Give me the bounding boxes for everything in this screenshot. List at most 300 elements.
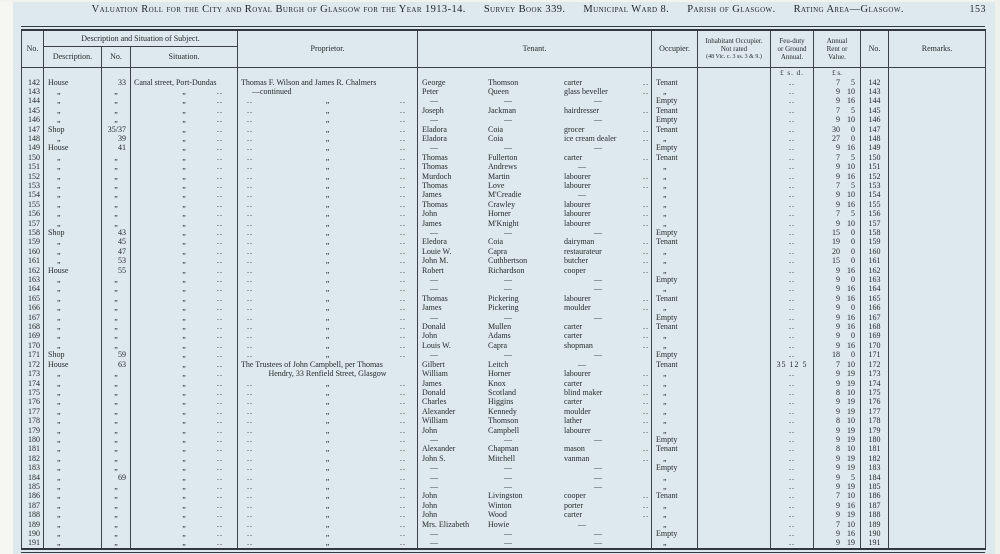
leader-dots: .. bbox=[400, 510, 406, 520]
cell-remarks bbox=[889, 331, 986, 340]
cell-occupier: „ bbox=[652, 247, 698, 256]
cell-street-number: „ bbox=[102, 491, 131, 500]
tenant-forename: Gilbert bbox=[422, 359, 445, 369]
leader-dots: .. bbox=[247, 416, 253, 426]
cell-proprietor bbox=[238, 153, 418, 162]
tenant-line bbox=[422, 444, 651, 453]
cell-rent bbox=[814, 228, 861, 237]
leader-dots: .. bbox=[400, 491, 406, 501]
ditto-mark: „ bbox=[325, 481, 330, 491]
col-header-annual-rent: Annual Rent or Value. bbox=[814, 30, 861, 67]
cell-remarks bbox=[889, 143, 986, 152]
leader-dots: .. bbox=[247, 265, 253, 275]
ditto-mark: „ bbox=[325, 209, 330, 219]
leader-dots: .. bbox=[400, 256, 406, 266]
tenant-surname: Coia bbox=[488, 237, 504, 247]
leader-dots: .. bbox=[643, 209, 649, 219]
cell-row-number-right: 177 bbox=[861, 407, 889, 416]
cell-occupier: Empty bbox=[652, 435, 698, 444]
cell-rent bbox=[814, 360, 861, 369]
leader-dots: .. bbox=[400, 425, 406, 435]
table-row bbox=[22, 397, 986, 406]
leader-dots: .. bbox=[247, 180, 253, 190]
tenant-line bbox=[422, 78, 651, 87]
cell-row-number: 169 bbox=[22, 331, 44, 340]
tenant-line bbox=[422, 350, 651, 359]
cell-street-number: „ bbox=[102, 501, 131, 510]
cell-tenant bbox=[418, 256, 652, 265]
cell-street-number: „ bbox=[102, 444, 131, 453]
leader-dots: .. bbox=[400, 397, 406, 407]
cell-rent bbox=[814, 294, 861, 303]
tenant-line bbox=[422, 125, 651, 134]
cell-inhabitant-occupier bbox=[698, 529, 771, 538]
rent-shillings: 19 bbox=[847, 538, 855, 548]
cell-rent bbox=[814, 463, 861, 472]
rent-shillings: 19 bbox=[847, 378, 855, 388]
cell-street-number: „ bbox=[102, 313, 131, 322]
cell-feu-duty: .. bbox=[771, 538, 814, 548]
cell-tenant bbox=[418, 162, 652, 171]
ditto-mark: „ bbox=[325, 312, 330, 322]
cell-street-number: „ bbox=[102, 510, 131, 519]
rent-value bbox=[814, 247, 860, 256]
cell-street-number: „ bbox=[102, 219, 131, 228]
leader-dots: .. bbox=[217, 275, 223, 285]
rent-value bbox=[814, 313, 860, 322]
cell-description: „ bbox=[44, 181, 102, 190]
cell-rent bbox=[814, 510, 861, 519]
cell-rent bbox=[814, 322, 861, 331]
cell-rent bbox=[814, 303, 861, 312]
valuation-table bbox=[21, 29, 986, 550]
tenant-surname: Fullerton bbox=[488, 152, 518, 162]
leader-dots: .. bbox=[400, 463, 406, 473]
leader-dots: .. bbox=[217, 209, 223, 219]
table-row bbox=[22, 303, 986, 312]
cell-description: House bbox=[44, 266, 102, 275]
cell-situation bbox=[131, 162, 238, 171]
cell-row-number-right: 167 bbox=[861, 313, 889, 322]
ditto-mark: „ bbox=[182, 387, 186, 397]
cell-inhabitant-occupier bbox=[698, 520, 771, 529]
cell-tenant bbox=[418, 181, 652, 190]
ditto-mark: „ bbox=[325, 303, 330, 313]
cell-occupier: „ bbox=[652, 379, 698, 388]
cell-feu-duty: .. bbox=[771, 134, 814, 143]
table-row bbox=[22, 388, 986, 397]
cell-inhabitant-occupier bbox=[698, 190, 771, 199]
cell-inhabitant-occupier bbox=[698, 294, 771, 303]
cell-description: „ bbox=[44, 416, 102, 425]
cell-row-number-right: 148 bbox=[861, 134, 889, 143]
tenant-occupation: — bbox=[594, 434, 602, 444]
tenant-forename: — bbox=[430, 143, 438, 153]
tenant-occupation: labourer bbox=[564, 425, 591, 435]
tenant-forename: — bbox=[430, 538, 438, 548]
ditto-mark: „ bbox=[325, 162, 330, 172]
cell-proprietor bbox=[238, 115, 418, 124]
ditto-mark: „ bbox=[182, 237, 186, 247]
tenant-line bbox=[422, 322, 651, 331]
tenant-surname: Mullen bbox=[488, 322, 512, 332]
cell-occupier: „ bbox=[652, 172, 698, 181]
leader-dots: .. bbox=[400, 293, 406, 303]
cell-street-number: „ bbox=[102, 482, 131, 491]
cell-situation bbox=[131, 501, 238, 510]
rent-shillings: 16 bbox=[847, 171, 855, 181]
cell-street-number: „ bbox=[102, 426, 131, 435]
cell-remarks bbox=[889, 407, 986, 416]
leader-dots: .. bbox=[400, 387, 406, 397]
cell-tenant bbox=[418, 237, 652, 246]
leader-dots: .. bbox=[643, 265, 649, 275]
tenant-occupation: porter bbox=[564, 500, 584, 510]
cell-remarks bbox=[889, 106, 986, 115]
rent-pounds: 8 bbox=[836, 416, 840, 426]
rent-shillings: 0 bbox=[851, 256, 855, 266]
table-row bbox=[22, 360, 986, 369]
cell-description: „ bbox=[44, 444, 102, 453]
tenant-surname: — bbox=[504, 434, 512, 444]
tenant-occupation: carter bbox=[564, 322, 583, 332]
leader-dots: .. bbox=[217, 190, 223, 200]
col-header-remarks: Remarks. bbox=[889, 30, 986, 67]
tenant-forename: Thomas bbox=[422, 162, 448, 172]
cell-situation bbox=[131, 266, 238, 275]
rent-value bbox=[814, 473, 860, 482]
cell-proprietor bbox=[238, 256, 418, 265]
rent-shillings: 16 bbox=[847, 322, 855, 332]
cell-row-number-right: 188 bbox=[861, 510, 889, 519]
cell-street-number: „ bbox=[102, 200, 131, 209]
cell-inhabitant-occupier bbox=[698, 435, 771, 444]
cell-situation bbox=[131, 284, 238, 293]
cell-row-number: 187 bbox=[22, 501, 44, 510]
cell-rent bbox=[814, 190, 861, 199]
cell-rent bbox=[814, 172, 861, 181]
tenant-line bbox=[422, 284, 651, 293]
rent-pounds: 8 bbox=[836, 387, 840, 397]
cell-row-number-right: 186 bbox=[861, 491, 889, 500]
rent-shillings: 19 bbox=[847, 463, 855, 473]
cell-situation bbox=[131, 454, 238, 463]
cell-situation bbox=[131, 181, 238, 190]
leader-dots: .. bbox=[643, 237, 649, 247]
rent-shillings: 19 bbox=[847, 397, 855, 407]
leader-dots: .. bbox=[217, 529, 223, 538]
rent-value bbox=[814, 106, 860, 115]
rent-pounds: 9 bbox=[836, 434, 840, 444]
cell-inhabitant-occupier bbox=[698, 106, 771, 115]
cell-row-number: 151 bbox=[22, 162, 44, 171]
cell-tenant bbox=[418, 200, 652, 209]
cell-occupier: Empty bbox=[652, 143, 698, 152]
cell-street-number: „ bbox=[102, 520, 131, 529]
cell-description: „ bbox=[44, 426, 102, 435]
cell-situation bbox=[131, 313, 238, 322]
cell-tenant bbox=[418, 153, 652, 162]
cell-row-number: 159 bbox=[22, 237, 44, 246]
cell-inhabitant-occupier bbox=[698, 67, 771, 78]
cell-inhabitant-occupier bbox=[698, 125, 771, 134]
leader-dots: .. bbox=[643, 180, 649, 190]
cell-rent bbox=[814, 153, 861, 162]
cell-description: „ bbox=[44, 219, 102, 228]
tenant-line bbox=[422, 134, 651, 143]
rent-pounds: 9 bbox=[836, 472, 840, 482]
cell-situation bbox=[131, 482, 238, 491]
cell-tenant bbox=[418, 520, 652, 529]
cell-street-number: 33 bbox=[102, 78, 131, 87]
cell-remarks bbox=[889, 388, 986, 397]
cell-row-number: 188 bbox=[22, 510, 44, 519]
cell-inhabitant-occupier bbox=[698, 501, 771, 510]
leader-dots bbox=[637, 115, 651, 124]
leader-dots: .. bbox=[247, 322, 253, 332]
rent-pounds: 7 bbox=[836, 152, 840, 162]
valuation-rows bbox=[22, 67, 986, 549]
leader-dots: .. bbox=[400, 199, 406, 209]
cell-description: „ bbox=[44, 275, 102, 284]
cell-tenant bbox=[418, 322, 652, 331]
cell-proprietor bbox=[238, 313, 418, 322]
cell-proprietor bbox=[238, 435, 418, 444]
cell-street-number: „ bbox=[102, 435, 131, 444]
tenant-line bbox=[422, 266, 651, 275]
cell-proprietor bbox=[238, 501, 418, 510]
leader-dots: .. bbox=[247, 331, 253, 341]
leader-dots: .. bbox=[400, 275, 406, 285]
cell-feu-duty: .. bbox=[771, 275, 814, 284]
leader-dots: .. bbox=[217, 434, 223, 444]
ditto-mark: „ bbox=[325, 180, 330, 190]
cell-tenant bbox=[418, 510, 652, 519]
ditto-mark: „ bbox=[182, 519, 186, 529]
table-row bbox=[22, 435, 986, 444]
cell-proprietor: Thomas F. Wilson and James R. Chalmers bbox=[238, 78, 418, 87]
ditto-mark: „ bbox=[182, 491, 186, 501]
leader-dots: .. bbox=[247, 519, 253, 529]
cell-rent bbox=[814, 78, 861, 87]
cell-description: „ bbox=[44, 322, 102, 331]
cell-remarks bbox=[889, 454, 986, 463]
cell-rent bbox=[814, 454, 861, 463]
rent-value bbox=[814, 256, 860, 265]
tenant-surname: Pickering bbox=[488, 293, 519, 303]
leader-dots bbox=[637, 473, 651, 482]
cell-proprietor: The Trustees of John Campbell, per Thomas bbox=[238, 360, 418, 369]
cell-description: „ bbox=[44, 454, 102, 463]
rent-value bbox=[814, 491, 860, 500]
cell-proprietor bbox=[238, 266, 418, 275]
cell-tenant bbox=[418, 407, 652, 416]
leader-dots: .. bbox=[643, 171, 649, 181]
table-row bbox=[22, 416, 986, 425]
ditto-mark: „ bbox=[182, 152, 186, 162]
cell-occupier: „ bbox=[652, 134, 698, 143]
tenant-forename: Thomas bbox=[422, 152, 448, 162]
tenant-forename: Robert bbox=[422, 265, 444, 275]
cell-feu-duty: .. bbox=[771, 331, 814, 340]
tenant-line bbox=[422, 463, 651, 472]
rent-value bbox=[814, 407, 860, 416]
cell-remarks bbox=[889, 322, 986, 331]
cell-row-number-right: 189 bbox=[861, 520, 889, 529]
leader-dots: .. bbox=[247, 293, 253, 303]
cell-remarks bbox=[889, 341, 986, 350]
leader-dots: .. bbox=[247, 425, 253, 435]
cell-street-number: „ bbox=[102, 303, 131, 312]
cell-tenant bbox=[418, 294, 652, 303]
tenant-surname: — bbox=[504, 538, 512, 548]
cell-occupier: Empty bbox=[652, 115, 698, 124]
rent-pounds: 9 bbox=[836, 340, 840, 350]
ditto-mark: „ bbox=[325, 96, 330, 106]
cell-feu-duty: .. bbox=[771, 106, 814, 115]
cell-row-number: 183 bbox=[22, 463, 44, 472]
tenant-line bbox=[422, 360, 651, 369]
cell-description: „ bbox=[44, 284, 102, 293]
ditto-mark: „ bbox=[182, 350, 186, 360]
cell-row-number: 184 bbox=[22, 473, 44, 482]
tenant-occupation: carter bbox=[564, 77, 583, 87]
ditto-mark: „ bbox=[325, 199, 330, 209]
cell-remarks bbox=[889, 426, 986, 435]
cell-feu-duty: .. bbox=[771, 228, 814, 237]
cell-remarks bbox=[889, 538, 986, 548]
cell-rent bbox=[814, 379, 861, 388]
cell-proprietor bbox=[238, 67, 418, 78]
rent-pounds: 9 bbox=[836, 538, 840, 548]
leader-dots: .. bbox=[217, 256, 223, 266]
leader-dots: .. bbox=[247, 340, 253, 350]
cell-situation bbox=[131, 143, 238, 152]
cell-inhabitant-occupier bbox=[698, 388, 771, 397]
cell-remarks bbox=[889, 275, 986, 284]
ditto-mark: „ bbox=[325, 237, 330, 247]
cell-inhabitant-occupier bbox=[698, 143, 771, 152]
tenant-line bbox=[422, 190, 651, 199]
cell-feu-duty: .. bbox=[771, 426, 814, 435]
cell-row-number: 173 bbox=[22, 369, 44, 378]
cell-description: „ bbox=[44, 106, 102, 115]
leader-dots: .. bbox=[217, 265, 223, 275]
cell-row-number-right: 173 bbox=[861, 369, 889, 378]
tenant-surname: — bbox=[504, 284, 512, 294]
cell-row-number-right: 158 bbox=[861, 228, 889, 237]
cell-feu-duty: .. bbox=[771, 256, 814, 265]
cell-situation bbox=[131, 209, 238, 218]
cell-row-number-right: 146 bbox=[861, 115, 889, 124]
leader-dots: .. bbox=[247, 133, 253, 143]
tenant-line bbox=[422, 87, 651, 96]
cell-occupier: „ bbox=[652, 510, 698, 519]
leader-dots: .. bbox=[643, 510, 649, 520]
table-row bbox=[22, 379, 986, 388]
leader-dots: .. bbox=[400, 105, 406, 115]
cell-row-number: 168 bbox=[22, 322, 44, 331]
table-row bbox=[22, 444, 986, 453]
tenant-forename: — bbox=[430, 529, 438, 538]
rent-value bbox=[814, 444, 860, 453]
col-header-no-left: No. bbox=[22, 30, 44, 67]
cell-row-number-right: 175 bbox=[861, 388, 889, 397]
cell-situation bbox=[131, 153, 238, 162]
cell-remarks bbox=[889, 491, 986, 500]
ditto-mark: „ bbox=[325, 463, 330, 473]
rent-shillings: 19 bbox=[847, 510, 855, 520]
leader-dots: .. bbox=[400, 124, 406, 134]
leader-dots: .. bbox=[643, 378, 649, 388]
table-row bbox=[22, 162, 986, 171]
tenant-line bbox=[422, 416, 651, 425]
tenant-forename: Donald bbox=[422, 322, 446, 332]
tenant-forename: John bbox=[422, 491, 438, 501]
tenant-surname: Campbell bbox=[488, 425, 520, 435]
cell-street-number: 41 bbox=[102, 143, 131, 152]
cell-tenant bbox=[418, 247, 652, 256]
rent-pounds: 9 bbox=[836, 481, 840, 491]
cell-inhabitant-occupier bbox=[698, 115, 771, 124]
tenant-occupation: — bbox=[594, 472, 602, 482]
cell-feu-duty: .. bbox=[771, 388, 814, 397]
cell-row-number-right: 157 bbox=[861, 219, 889, 228]
leader-dots: .. bbox=[217, 199, 223, 209]
cell-inhabitant-occupier bbox=[698, 172, 771, 181]
ditto-mark: „ bbox=[182, 444, 186, 454]
leader-dots: .. bbox=[400, 481, 406, 491]
cell-description bbox=[44, 67, 102, 78]
cell-rent bbox=[814, 331, 861, 340]
leader-dots: .. bbox=[217, 133, 223, 143]
tenant-forename: — bbox=[430, 350, 438, 360]
cell-proprietor bbox=[238, 247, 418, 256]
cell-tenant bbox=[418, 482, 652, 491]
cell-description: House bbox=[44, 360, 102, 369]
cell-feu-duty: .. bbox=[771, 115, 814, 124]
tenant-line bbox=[422, 369, 651, 378]
cell-feu-duty: .. bbox=[771, 454, 814, 463]
tenant-forename: Eladora bbox=[422, 133, 447, 143]
cell-feu-duty: .. bbox=[771, 200, 814, 209]
leader-dots: .. bbox=[643, 86, 649, 96]
cell-street-number: 63 bbox=[102, 360, 131, 369]
leader-dots: .. bbox=[247, 256, 253, 266]
ditto-mark: „ bbox=[182, 115, 186, 125]
cell-rent bbox=[814, 435, 861, 444]
rent-value bbox=[814, 115, 860, 124]
cell-situation bbox=[131, 125, 238, 134]
rent-shillings: 10 bbox=[847, 359, 855, 369]
tenant-line bbox=[422, 115, 651, 124]
rent-pounds: 7 bbox=[836, 77, 840, 87]
rent-shillings: 10 bbox=[847, 444, 855, 454]
table-row bbox=[22, 87, 986, 96]
leader-dots: .. bbox=[643, 133, 649, 143]
cell-description: Shop bbox=[44, 350, 102, 359]
cell-proprietor bbox=[238, 172, 418, 181]
ditto-mark: „ bbox=[325, 529, 330, 538]
tenant-occupation: carter bbox=[564, 510, 583, 520]
leader-dots: .. bbox=[217, 538, 223, 548]
cell-description: „ bbox=[44, 162, 102, 171]
page-header bbox=[30, 4, 986, 15]
table-row bbox=[22, 200, 986, 209]
cell-row-number-right: 160 bbox=[861, 247, 889, 256]
cell-description: „ bbox=[44, 331, 102, 340]
rent-pounds: 30 bbox=[832, 124, 840, 134]
